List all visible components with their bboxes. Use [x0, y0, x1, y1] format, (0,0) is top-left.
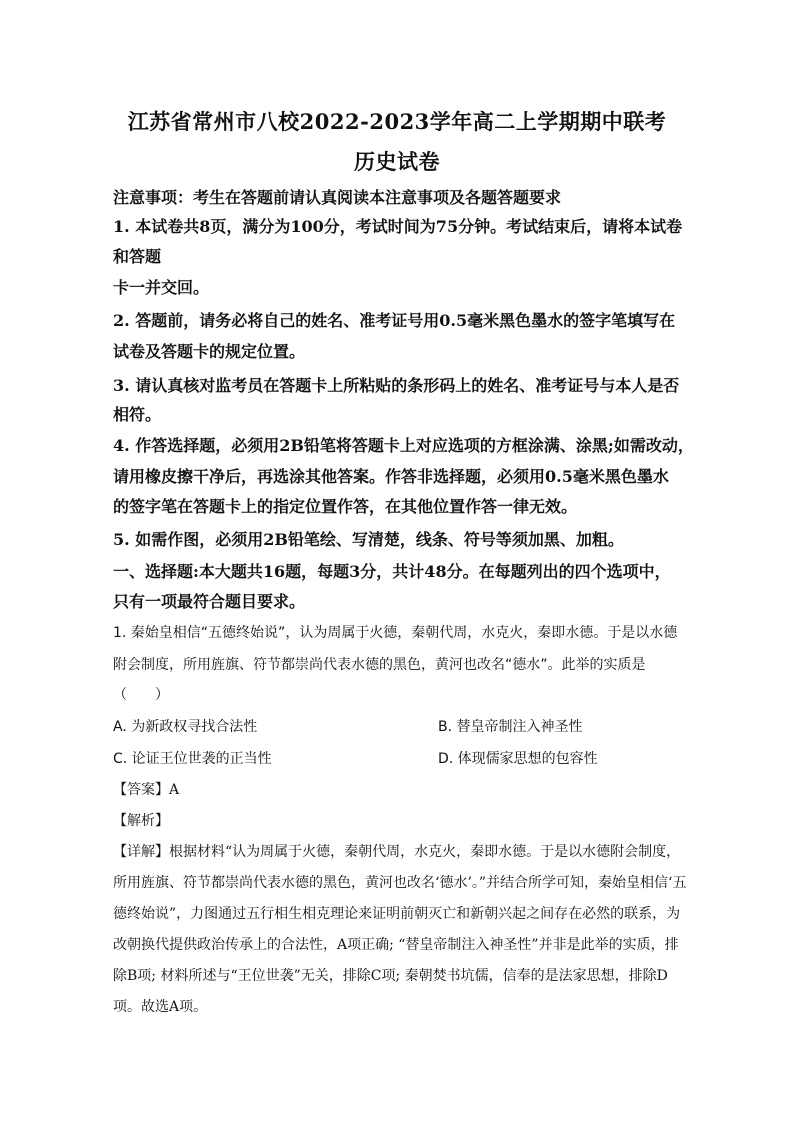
notice-line: 请用橡皮擦干净后，再选涂其他答案。作答非选择题，必须用0.5毫米黑色墨水: [113, 467, 669, 486]
answer-label: 【答案】A: [113, 782, 180, 798]
detail-line: 除B项; 材料所述与“王位世袭”无关，排除C项; 秦朝焚书坑儒，信奉的是法家思想，排除D: [113, 968, 668, 984]
question-stem: （ ）: [113, 687, 169, 703]
option-a: A. 为新政权寻找合法性: [113, 719, 258, 735]
question-stem: 1. 秦始皇相信“五德终始说”，认为周属于火德，秦朝代周，水克火，秦即水德。于是以水德: [113, 625, 678, 641]
section-heading: 一、选择题:本大题共16题，每题3分，共计48分。在每题列出的四个选项中，: [113, 562, 671, 581]
notice-line: 试卷及答题卡的规定位置。: [113, 342, 306, 361]
section-heading: 只有一项最符合题目要求。: [113, 592, 306, 611]
option-d: D. 体现儒家思想的包容性: [438, 751, 598, 767]
notice-line: 相符。: [113, 405, 162, 424]
analysis-label: 【解析】: [113, 813, 169, 829]
exam-title: 江苏省常州市八校2022-2023学年高二上学期期中联考: [127, 109, 667, 134]
detail-line: 所用旌旗、符节都崇尚代表水德的黑色，黄河也改名‘德水’。”并结合所学可知，秦始皇相信‘五: [113, 875, 687, 891]
question-stem: 附会制度，所用旌旗、符节都崇尚代表水德的黑色，黄河也改名“德水”。此举的实质是: [113, 657, 646, 673]
notice-line: 1. 本试卷共8页，满分为100分，考试时间为75分钟。考试结束后，请将本试卷: [113, 217, 683, 236]
notice-line: 4. 作答选择题，必须用2B铅笔将答题卡上对应选项的方框涂满、涂黑;如需改动，: [113, 436, 694, 455]
option-c: C. 论证王位世袭的正当性: [113, 751, 272, 767]
notice-line: 卡一并交回。: [113, 278, 210, 297]
notice-line: 3. 请认真核对监考员在答题卡上所粘贴的条形码上的姓名、准考证号与本人是否: [113, 376, 680, 395]
notice-line: 的签字笔在答题卡上的指定位置作答，在其他位置作答一律无效。: [113, 497, 578, 516]
exam-subtitle: 历史试卷: [354, 149, 440, 174]
notice-line: 5. 如需作图，必须用2B铅笔绘、写清楚，线条、符号等须加黑、加粗。: [113, 530, 624, 549]
detail-line: 改朝换代提供政治传承上的合法性，A项正确; “替皇帝制注入神圣性”并非是此举的实质，排: [113, 937, 679, 953]
notice-heading: 注意事项：考生在答题前请认真阅读本注意事项及各题答题要求: [113, 188, 562, 207]
detail-line: 【详解】根据材料“认为周属于火德，秦朝代周，水克火，秦即水德。于是以水德附会制度，: [113, 844, 681, 860]
notice-line: 2. 答题前，请务必将自己的姓名、准考证号用0.5毫米黑色墨水的签字笔填写在: [113, 311, 676, 330]
detail-line: 德终始说”，力图通过五行相生相克理论来证明前朝灭亡和新朝兴起之间存在必然的联系，为: [113, 906, 681, 922]
option-b: B. 替皇帝制注入神圣性: [438, 719, 583, 735]
detail-line: 项。故选A项。: [113, 999, 208, 1015]
notice-line: 和答题: [113, 247, 162, 266]
